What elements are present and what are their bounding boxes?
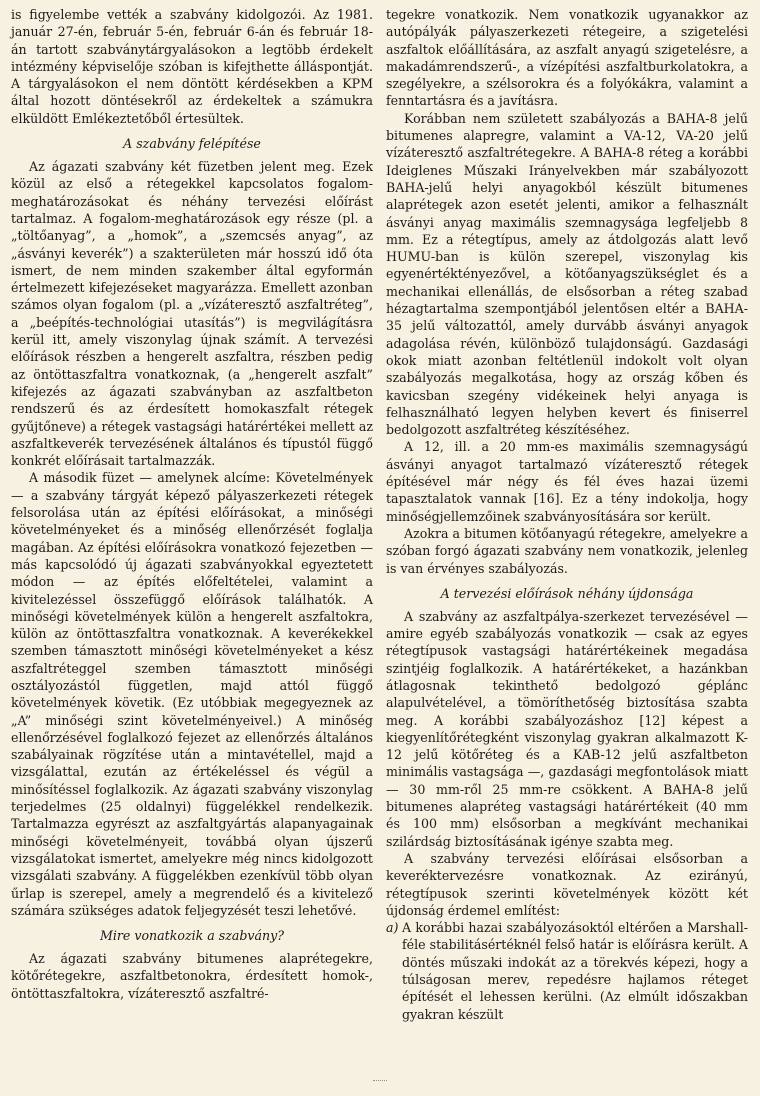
paragraph: Azokra a bitumen kötőanyagú rétegekre, amelyekre a szóban forgó ágazati szabvány nem vonatkozik, jelenleg is van érvényes szabályozás. [386,525,748,576]
page-footer-mark [373,1080,387,1082]
paragraph: Korábban nem született szabályozás a BAHA-8 jelű bitumenes alapregre, valamint a VA-12, VA-20 jelű vízáteresztő aszfaltrétegekre. A BAHA-8 réteg a korábbi Ideiglenes Műszaki Irányelvekben már szabályozott BAHA-jelű helyi anyagokból készült bitumenes alaprétegek azon esetét jelenti, amikor a felhasznált ásványi anyag maximális szemnagysága legfeljebb 8 mm. Ez a rétegtípus, amely az átdolgozás alatt levő HUMU-ban is külön szerepel, viszonylag kis egyenértéktényezővel, a kötőanyagszükséglet és a mechanikai ellenállás, de elsősorban a réteg szabad hézagtartalma szempontjából jelentősen eltér a BAHA-35 jelű változattól, amely durvább ásványi anyagok adagolása révén, különböző tulajdonságú. Gazdasági okok miatt azonban feltétlenül indokolt volt olyan szabályozás megalkotása, hogy az ország kőben és kavicsban szegény vidékeinek helyi anyaga is felhasználható legyen helyben kevert és finiserrel bedolgozott aszfaltréteg készítéséhez. [386,110,748,438]
paragraph: Az ágazati szabvány bitumenes alaprétegekre, kötőrétegekre, aszfaltbetonokra, érdesített homok-, öntöttaszfaltokra, vízáteresztő aszfaltré- [11,951,373,1001]
right-column [386,6,748,1096]
section-heading: A tervezési előírások néhány újdonsága [440,585,694,601]
left-column [11,6,373,1096]
list-item [386,919,748,1023]
paragraph: A szabvány tervezési előírásai elsősorban a keveréktervezésre vonatkoznak. Az ezirányú, rétegtípusok szerinti követelmények között két újdonság érdemel említést: [386,850,748,918]
list-item-text: A korábbi hazai szabályozásoktól eltérően a Marshall-féle stabilitásértéknél felső határ is előírásra került. A döntés műszaki indokát az a törekvés képezi, hogy a túlságosan merev, repedésre hajlamos réteget építését el lehessen kerülni. (Az elmúlt időszakban gyakran készült [402,920,748,1022]
paragraph: is figyelembe vették a szabvány kidolgozói. Az 1981. január 27-én, február 5-én, február 6-án és február 18-án tartott szabványtárgyalásokon a legtöbb érdekelt intézmény képviselője szóban is kifejthette álláspontját. A tárgyalásokon el nem döntött kérdésekben a KPM által hozott döntésekről az érdekeltek a számukra elküldött Emlékeztetőből értesültek. [11,7,373,126]
section-heading: A szabvány felépítése [123,136,261,152]
paragraph: tegekre vonatkozik. Nem vonatkozik ugyanakkor az autópályák pályaszerkezeti rétegeire, a szigetelési aszfaltok előállítására, az aszfalt anyagú szigetelésre, a makadámrendszerű-, a vízépítési aszfaltburkolatokra, a szegélyekre, a szélsorokra és a folyókákra, valamint a fenntartásra és a javításra. [386,7,748,109]
paragraph: Az ágazati szabvány két füzetben jelent meg. Ezek közül az első a rétegekkel kapcsolatos fogalom- meghatározásokat és néhány tervezési előírást tartalmaz. A fogalom-meghatározások egy része (pl. a „töltőanyag”, a „homok”, a „szemcsés anyag”, az „ásványi keverék”) a szakterületen már hosszú idő óta ismert, de nem minden szakember által egyformán értelmezett kifejezéseket magyarázza. Emellett azonban számos olyan fogalom (pl. a „vízáteresztő aszfaltréteg”, a „beépítés-technológiai utasítás”) is megvilágításra kerül itt, amely viszonylag újnak számít. A tervezési előírások részben a hengerelt aszfaltra, részben pedig az öntöttaszfaltra vonatkoznak, (a „hengerelt aszfalt” kifejezés az ágazati szabványban az aszfaltbeton rendszerű és az érdesített homokaszfalt rétegek gyűjtőneve) a rétegek vastagsági határértékei mellett az aszfaltkeverék tervezésének általános és típustól függő konkrét előírásait tartalmazzák. [11,159,373,469]
section-heading: Mire vonatkozik a szabvány? [99,928,285,944]
list-item-marker: a) [386,920,399,936]
paragraph: A 12, ill. a 20 mm-es maximális szemnagyságú ásványi anyagot tartalmazó vízáteresztő rétegek építésével már négy és fél éves hazai üzemi tapasztalatok vannak [16]. Ez a tény indokolja, hogy minőségjellemzőinek szabványosítására sor került. [386,439,748,524]
paragraph: A második füzet — amelynek alcíme: Követelmények — a szabvány tárgyát képező pályaszerkezeti rétegek felsorolása után az építési előírásokat, a minőségi követelményeket és a minőség ellenőrzését foglalja magában. Az építési előírásokra vonatkozó fejezetben — más kapcsolódó új ágazati szabványokkal egyeztetett módon — az építés előfeltételei, valamint a kivitelezéssel összefüggő előírások találhatók. A minőségi követelmények külön a hengerelt aszfaltokra, külön az öntöttaszfaltra vonatkoznak. A keverékekkel szemben támasztott minőségi követelményeket a kész aszfaltréteggel szemben támasztott minőségi osztályozástól független, majd attól függő követelmények követik. (Ez utóbbiak megegyeznek az „A” minőségi szint követelményeivel.) A minőség ellenőrzésével foglalkozó fejezet az ellenőrzés általános szabályainak rögzítése után a mintavétellel, majd a vizsgálattal, ezután az értékeléssel és végül a minősítéssel foglalkozik. Az ágazati szabvány viszonylag terjedelmes (25 oldalnyi) függelékkel rendelkezik. Tartalmazza egyrészt az aszfaltgyártás alapanyagainak minőségi követelményeit, továbbá olyan újszerű vizsgálatokat ismertet, amelyekre még nincs kidolgozott vizsgálati szabvány. A függelékben ezenkívül több olyan űrlap is szerepel, amely a megrendelő és a kivitelező számára szükséges adatok feljegyzését teszi lehetővé. [11,470,373,918]
paragraph: A szabvány az aszfaltpálya-szerkezet tervezésével — amire egyéb szabályozás vonatkozik — csak az egyes rétegtípusok vastagsági határértékeinek megadása szintjéig foglalkozik. A határértékeket, a hazánkban átlagosnak tekinthető bedolgozó géplánc alapulvételével, a tömöríthetőség biztosítása szabta meg. A korábbi szabályozáshoz [12] képest a kiegyenlítőrétegként viszonylag gyakran alkalmazott K-12 jelű kötőréteg és a KAB-12 jelű aszfaltbeton minimális vastagsága —, gazdasági megfontolások miatt — 30 mm-ről 25 mm-re csökkent. A BAHA-8 jelű bitumenes alapréteg vastagsági határértékeit (40 mm és 100 mm) elsősorban a megkívánt mechanikai szilárdság biztosításának igénye szabta meg. [386,608,748,849]
